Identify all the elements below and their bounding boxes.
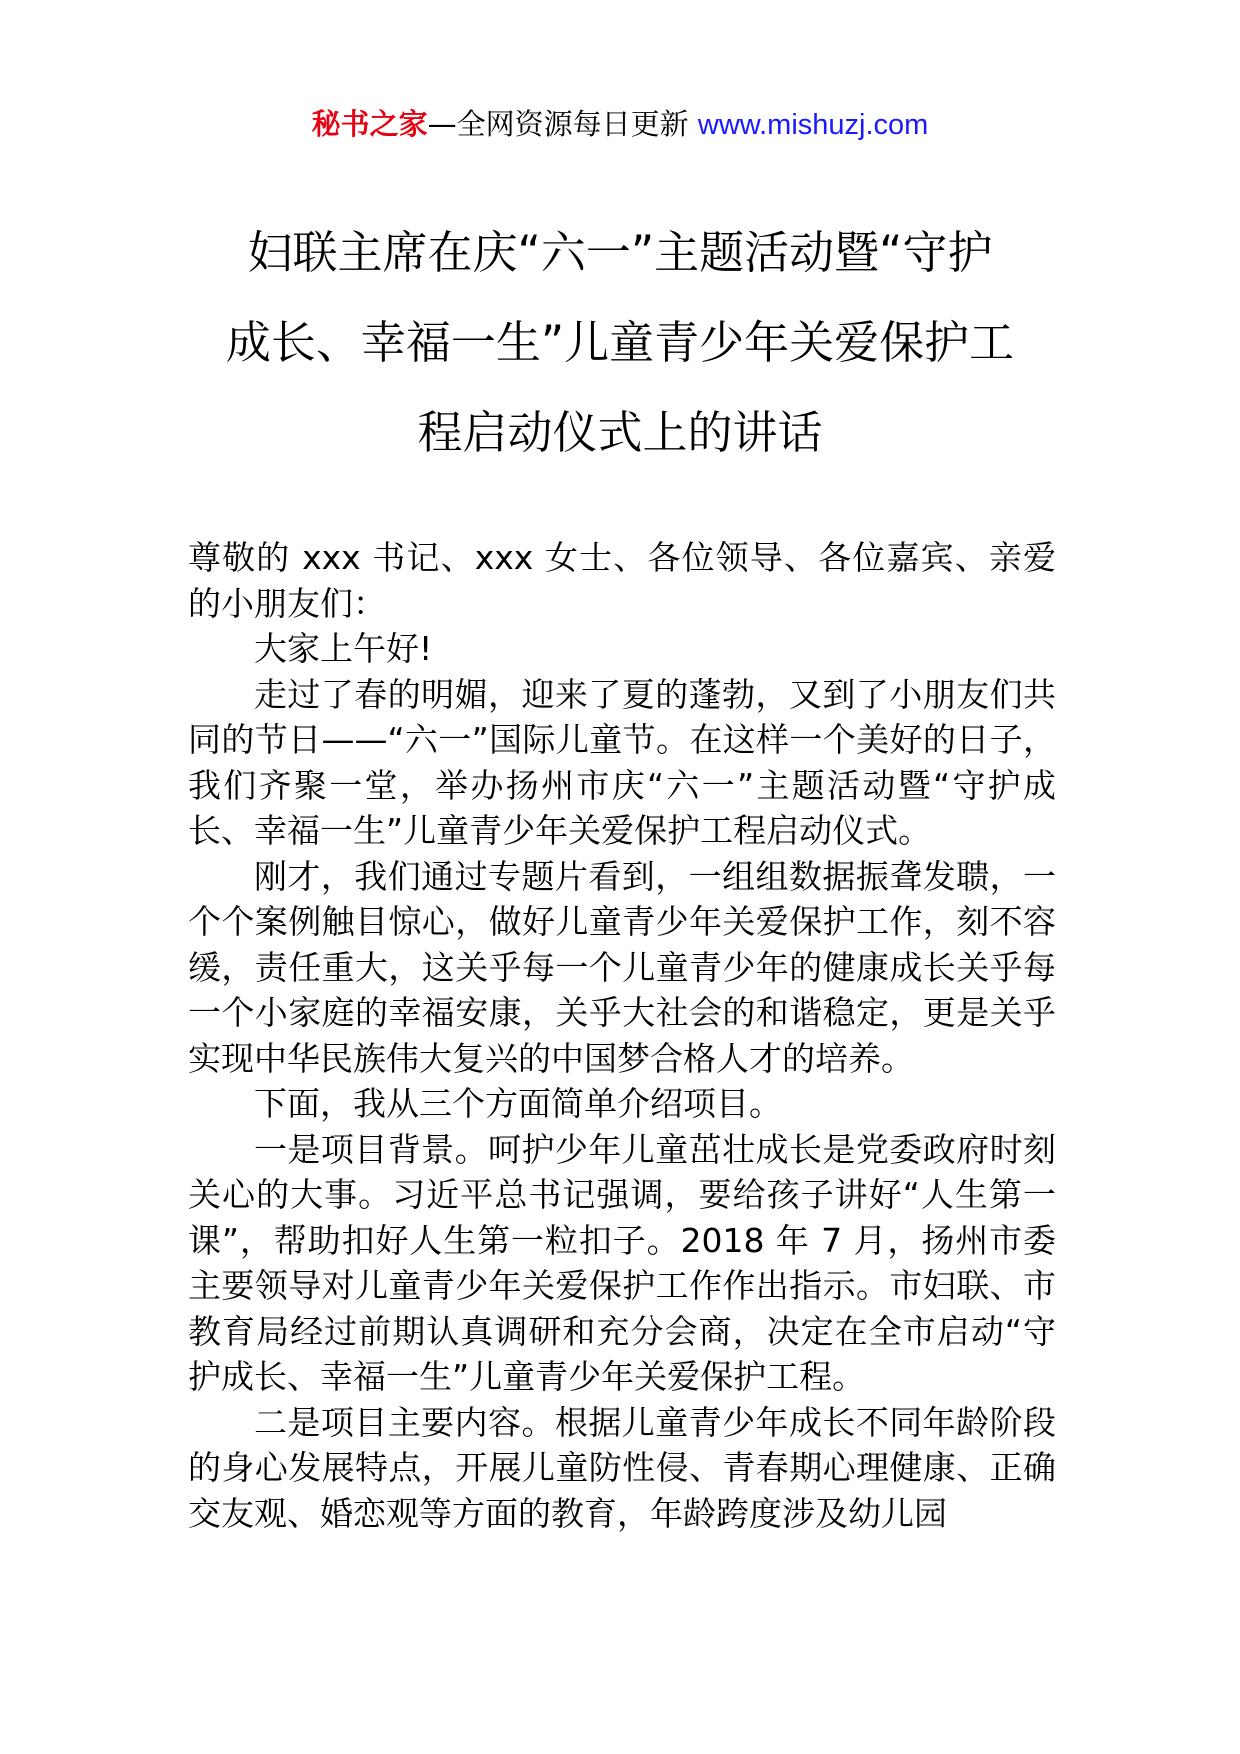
salutation-paragraph: 尊敬的 xxx 书记、xxx 女士、各位领导、各位嘉宾、亲爱的小朋友们：: [188, 538, 1056, 623]
significance-paragraph: 刚才，我们通过专题片看到，一组组数据振聋发聩，一个个案例触目惊心，做好儿童青少年关爱保护工作，刻不容缓，责任重大，这关乎每一个儿童青少年的健康成长关乎每一个小家庭的幸福安康，关乎大社会的和谐稳定，更是关乎实现中华民族伟大复兴的中国梦合格人才的培养。: [188, 856, 1056, 1078]
opening-paragraph: 走过了春的明媚，迎来了夏的蓬勃，又到了小朋友们共同的节日——“六一”国际儿童节。在这样一个美好的日子，我们齐聚一堂，举办扬州市庆“六一”主题活动暨“守护成长、幸福一生”儿童青少年关爱保护工程启动仪式。: [188, 674, 1056, 850]
transition-paragraph: 下面，我从三个方面简单介绍项目。: [254, 1084, 782, 1123]
brand-name: 秘书之家: [311, 107, 428, 141]
site-tagline: —全网资源每日更新: [427, 107, 698, 141]
title-line-1: 妇联主席在庆“六一”主题活动暨“守护: [247, 226, 993, 279]
speech-body: [188, 535, 1056, 1536]
title-line-3: 程启动仪式上的讲话: [417, 406, 823, 459]
content-paragraph: 二是项目主要内容。根据儿童青少年成长不同年龄阶段的身心发展特点，开展儿童防性侵、青春期心理健康、正确交友观、婚恋观等方面的教育，年龄跨度涉及幼儿园: [188, 1402, 1056, 1533]
title-line-2: 成长、幸福一生”儿童青少年关爱保护工: [225, 316, 1015, 369]
greeting-paragraph: 大家上午好!: [254, 629, 433, 668]
site-header: [0, 104, 1240, 145]
background-paragraph: 一是项目背景。呵护少年儿童茁壮成长是党委政府时刻关心的大事。习近平总书记强调，要给孩子讲好“人生第一课”，帮助扣好人生第一粒扣子。2018 年 7 月，扬州市委主要领导对儿童青少年关爱保护工作作出指示。市妇联、市教育局经过前期认真调研和充分会商，决定在全市启动“守护成长、幸福一生”儿童青少年关爱保护工程。: [188, 1129, 1056, 1396]
site-url-link[interactable]: www.mishuzj.com: [697, 109, 929, 141]
document-title: [185, 208, 1055, 478]
